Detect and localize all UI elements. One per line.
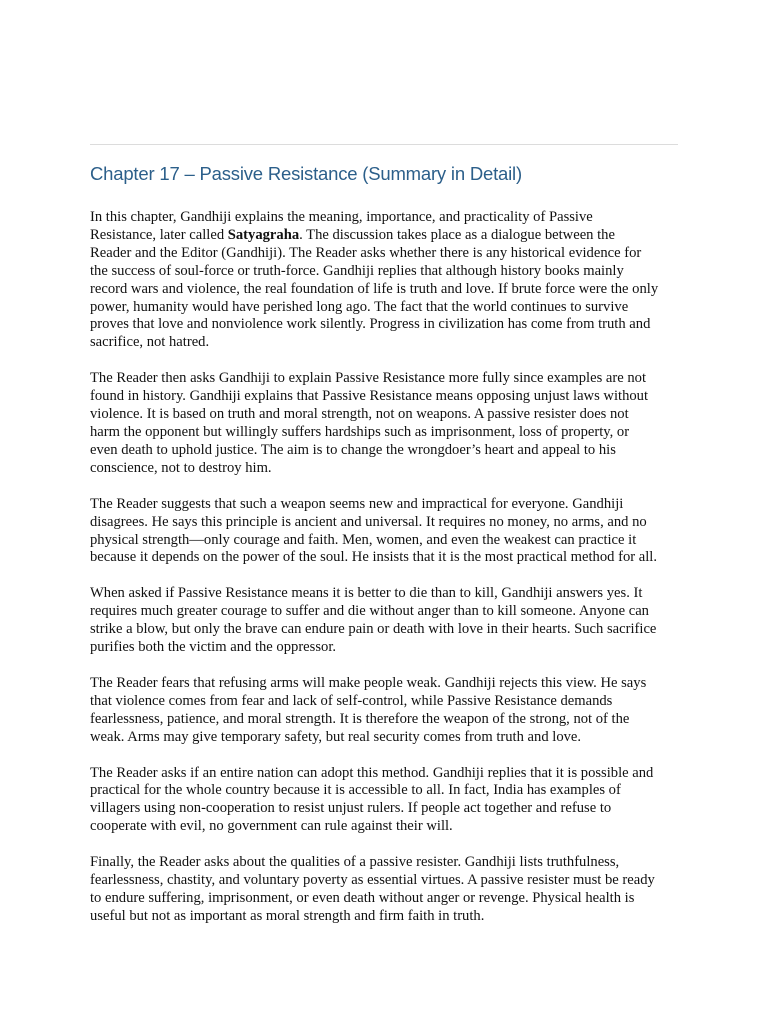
text-line: When asked if Passive Resistance means it is better to die than to kill, Gandhiji answers yes. It: [90, 585, 643, 602]
text-line: to endure suffering, imprisonment, or even death without anger or revenge. Physical health is: [90, 890, 635, 906]
text-line: conscience, not to destroy him.: [90, 459, 272, 476]
body-paragraph: [90, 765, 682, 837]
text-line: [90, 227, 682, 245]
text-line: Finally, the Reader asks about the qualities of a passive resister. Gandhiji lists truthfulness,: [90, 854, 620, 871]
text-line: record wars and violence, the real foundation of life is truth and love. If brute force were the only: [90, 280, 659, 297]
text-line: villagers using non-cooperation to resist unjust rulers. If people act together and refuse to: [90, 800, 612, 817]
text-line: The Reader fears that refusing arms will make people weak. Gandhiji rejects this view. He says: [90, 674, 647, 691]
text-segment: . The discussion takes place as a dialogue between the: [299, 226, 615, 243]
body-paragraph: [90, 675, 682, 747]
chapter-title: Chapter 17 – Passive Resistance (Summary in Detail): [90, 163, 522, 184]
top-divider: [90, 144, 678, 145]
text-line: sacrifice, not hatred.: [90, 334, 210, 351]
text-line: purifies both the victim and the oppressor.: [90, 639, 337, 656]
chapter-body: [90, 209, 682, 944]
text-segment: Resistance, later called: [90, 226, 228, 243]
body-paragraph: [90, 585, 682, 657]
text-line: practical for the whole country because it is accessible to all. In fact, India has examples of: [90, 782, 621, 799]
text-line: requires much greater courage to suffer and die without anger than to kill someone. Anyone can: [90, 603, 649, 620]
text-line: strike a blow, but only the brave can endure pain or death with love in their hearts. Such sacrifice: [90, 621, 657, 638]
emphasized-term: Satyagraha: [227, 226, 300, 243]
text-line: Reader and the Editor (Gandhiji). The Reader asks whether there is any historical evidence for: [90, 244, 642, 261]
body-paragraph: [90, 496, 682, 568]
body-paragraph: [90, 209, 682, 352]
text-line: In this chapter, Gandhiji explains the meaning, importance, and practicality of Passive: [90, 209, 593, 225]
text-line: harm the opponent but willingly suffers hardships such as imprisonment, loss of property, or: [90, 423, 630, 440]
text-line: violence. It is based on truth and moral strength, not on weapons. A passive resister does not: [90, 406, 629, 423]
text-line: because it depends on the power of the soul. He insists that it is the most practical method for all.: [90, 549, 657, 566]
text-line: power, humanity would have perished long ago. The fact that the world continues to survive: [90, 298, 629, 315]
text-line: cooperate with evil, no government can rule against their will.: [90, 818, 453, 835]
text-line: useful but not as important as moral strength and firm faith in truth.: [90, 907, 485, 924]
text-line: proves that love and nonviolence work silently. Progress in civilization has come from truth and: [90, 316, 651, 333]
text-line: The Reader then asks Gandhiji to explain Passive Resistance more fully since examples are not: [90, 370, 647, 387]
text-line: fearlessness, patience, and moral strength. It is therefore the weapon of the strong, not of the: [90, 710, 630, 727]
body-paragraph: [90, 854, 682, 926]
text-line: physical strength—only courage and faith. Men, women, and even the weakest can practice it: [90, 531, 637, 548]
text-line: fearlessness, chastity, and voluntary poverty as essential virtues. A passive resister must be ready: [90, 872, 655, 889]
text-line: The Reader suggests that such a weapon seems new and impractical for everyone. Gandhiji: [90, 495, 624, 512]
text-line: The Reader asks if an entire nation can adopt this method. Gandhiji replies that it is possible and: [90, 764, 654, 781]
text-line: the success of soul-force or truth-force. Gandhiji replies that although history books mainly: [90, 262, 624, 279]
body-paragraph: [90, 370, 682, 477]
text-line: found in history. Gandhiji explains that Passive Resistance means opposing unjust laws without: [90, 388, 649, 405]
text-line: that violence comes from fear and lack of self-control, while Passive Resistance demands: [90, 692, 613, 709]
text-line: disagrees. He says this principle is ancient and universal. It requires no money, no arms, and no: [90, 513, 647, 530]
text-line: weak. Arms may give temporary safety, but real security comes from truth and love.: [90, 728, 582, 745]
text-line: even death to uphold justice. The aim is to change the wrongdoer’s heart and appeal to his: [90, 441, 616, 458]
